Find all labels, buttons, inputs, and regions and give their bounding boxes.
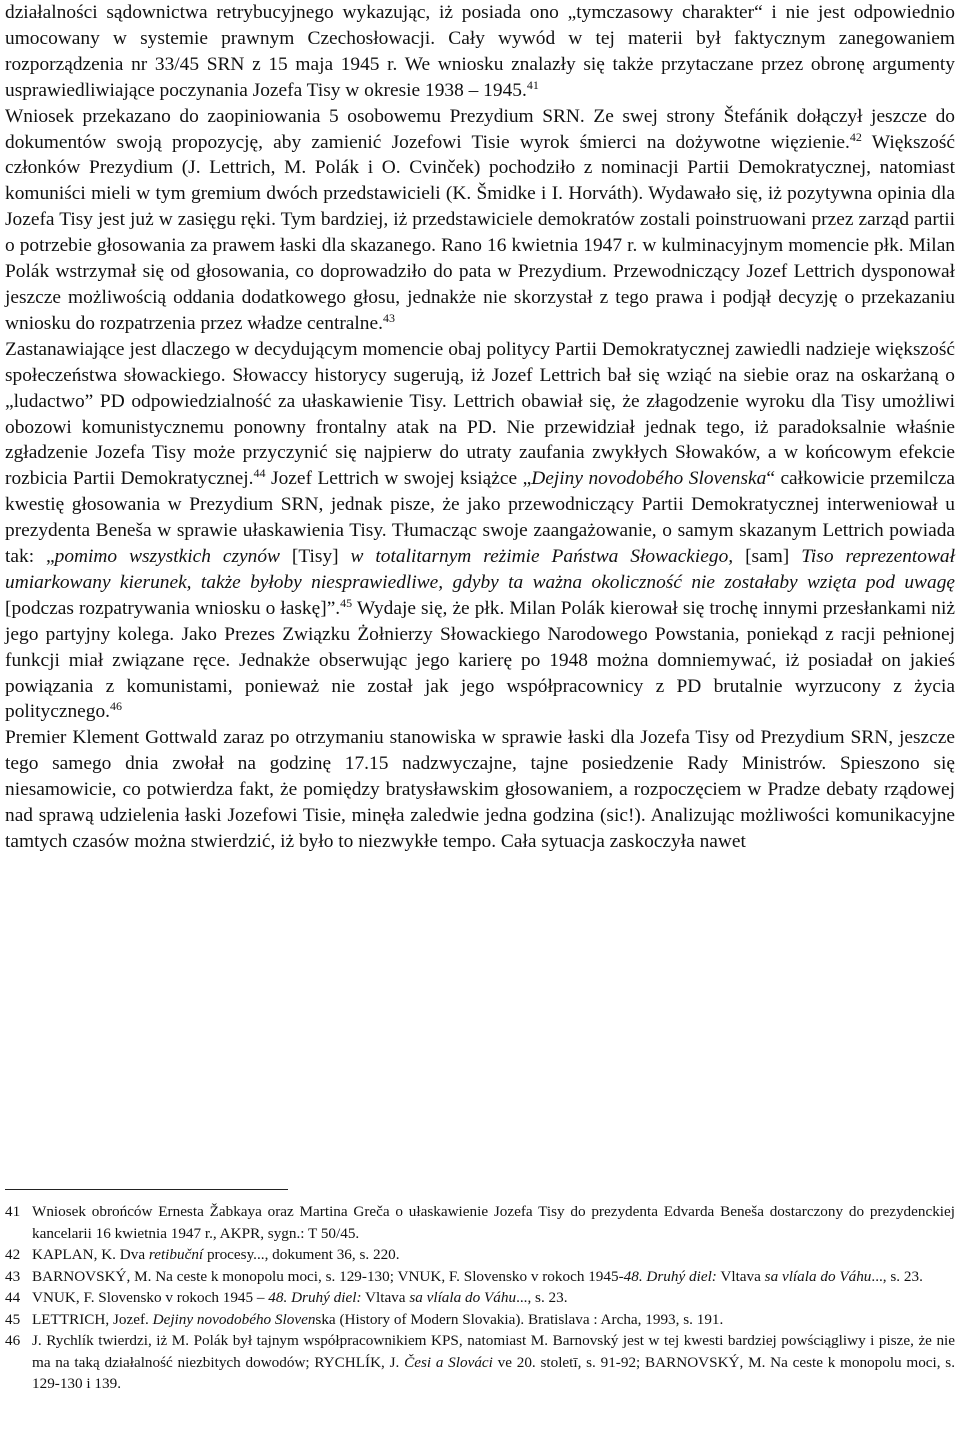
- italic-text: Tiso reprezentował umiarkowany kierunek, także byłoby niesprawiedliwe, gdyby ta ważna okoliczność nie zostałaby wzięta pod uwagę: [5, 546, 955, 593]
- text-run: J. Rychlík twierdzi, iż M. Polák był tajnym współpracownikiem KPS, natomiast M. Barnovský jest w tej kwesti bardziej powściągliwy i pisze, że nie ma na taką działalność niezbitych dowodów; RYCHLÍK, J.: [32, 1332, 955, 1371]
- footnote: [5, 1287, 955, 1309]
- italic-text: sa vlíala do Váhu: [409, 1289, 517, 1306]
- italic-text: retibuční: [148, 1246, 204, 1263]
- footnote-text: [32, 1201, 955, 1244]
- footnote-text: [32, 1330, 955, 1395]
- footnote-number: 42: [5, 1246, 21, 1263]
- footnote: [5, 1330, 955, 1395]
- footnote-number: 41: [5, 1203, 21, 1220]
- italic-text: pomimo wszystkich czynów: [54, 546, 280, 568]
- footnote: [5, 1266, 955, 1288]
- italic-text: Česi a Slováci: [404, 1353, 493, 1371]
- body-text: [5, 0, 955, 855]
- text-run: KAPLAN, K. Dva: [32, 1246, 149, 1263]
- footnote-text: [32, 1309, 955, 1331]
- text-run: [sam]: [733, 546, 802, 568]
- footnote-ref: 43: [382, 310, 395, 325]
- italic-text: Dejiny novodobého Slovenska: [531, 468, 767, 490]
- footnote-text: [32, 1266, 955, 1288]
- footnote-ref: 44: [253, 466, 266, 481]
- text-run: Zastanawiające jest dlaczego w decydującym momencie obaj politycy Partii Demokratycznej zawiedli nadzieje większość społeczeństwa słowackiego. Słowaccy historycy sugerują, iż Jozef Lettrich bał się wziąć na siebie oraz na oskarżaną o „ludactwo” PD odpowiedzialność za ułaskawienie Tisy. Lettrich obawiał się, że złagodzenie wyroku dla Tisy umożliwi obozowi komunistycznemu ponowny frontalny atak na PD. Nie przewidział jednak tego, iż paradoksalnie właśnie zgładzenie Jozefa Tisy może przyczynić się najpierw do utraty zaufania zwykłych Słowaków, a w końcowym efekcie rozbicia Partii Demokratycznej.: [5, 338, 955, 490]
- italic-text: 48. Druhý diel:: [623, 1267, 717, 1285]
- text-run: Wniosek obrońców Ernesta Žabkaya oraz Martina Greča o ułaskawienie Jozefa Tisy do prezydenta Edvarda Beneša dostarczony do prezydenckiej kancelarii 16 kwietnia 1947 r., AKPR, sygn.: T 50/45.: [32, 1203, 955, 1242]
- footnote-ref: 42: [849, 129, 862, 144]
- footnote-number: 45: [5, 1310, 21, 1328]
- text-run: Jozef Lettrich w swojej książce „: [265, 468, 532, 490]
- text-run: działalności sądownictwa retrybucyjnego wykazując, iż posiada ono „tymczasowy charakter“ i nie jest odpowiednio umocowany w systemie prawnym Czechosłowacji. Cały wywód w tej materii był faktycznym zanegowaniem rozporządzenia nr 33/45 SRN z 15 maja 1945 r. We wniosku znalazły się także przytaczane przez obronę argumenty usprawiedliwiające poczynania Jozefa Tisy w okresie 1938 – 1945.: [5, 2, 955, 101]
- italic-text: sa vlíala do Váhu: [764, 1267, 872, 1285]
- italic-text: w totalitarnym reżimie Państwa Słowackiego,: [350, 546, 734, 568]
- text-run: Vltava: [716, 1267, 765, 1285]
- text-run: LETTRICH, Jozef.: [32, 1310, 153, 1328]
- text-run: ska (History of Modern Slovakia). Bratislava : Archa, 1993, s. 191.: [315, 1310, 724, 1328]
- italic-text: 48. Druhý diel:: [268, 1289, 362, 1306]
- paragraph: [5, 337, 955, 726]
- footnote: [5, 1244, 955, 1266]
- footnotes: [5, 1201, 955, 1395]
- text-run: “ całkowicie przemilcza kwestię głosowania w Prezydium SRN, jednak pisze, że jako przewodniczący Partii Demokratycznej interweniował u prezydenta Beneša w sprawie ułaskawienia Tisy. Tłumacząc swoje zaangażowanie, o samym skazanym Lettrich powiada tak: „: [5, 468, 955, 568]
- footnote-text: [32, 1287, 955, 1309]
- footnote-separator: [5, 1189, 288, 1190]
- text-run: Wniosek przekazano do zaopiniowania 5 osobowemu Prezydium SRN. Ze swej strony Štefánik dołączył jeszcze do dokumentów swoją propozycję, aby zamienić Jozefowi Tisie wyrok śmierci na dożywotne więzienie.: [5, 105, 955, 153]
- footnote-number: 46: [5, 1332, 21, 1349]
- text-run: ..., s. 23.: [516, 1289, 568, 1306]
- text-run: Premier Klement Gottwald zaraz po otrzymaniu stanowiska w sprawie łaski dla Jozefa Tisy od Prezydium SRN, jeszcze tego samego dnia zwołał na godzinę 17.15 nadzwyczajne, tajne posiedzenie Rady Ministrów. Spieszono się niesamowicie, co potwierdza fakt, że pomiędzy bratysławskim głosowaniem, a rozpoczęciem w Pradze debaty rządowej nad sprawą udzielenia łaski Jozefowi Tisie, minęła zaledwie jedna godzina (sic!). Analizując możliwości komunikacyjne tamtych czasów można stwierdzić, iż było to niezwykłe tempo. Cała sytuacja zaskoczyła nawet: [5, 727, 955, 852]
- footnote-ref: 46: [110, 699, 123, 714]
- text-run: Wydaje się, że płk. Milan Polák kierował się trochę innymi przesłankami niż jego partyjny kolega. Jako Prezes Związku Żołnierzy Słowackiego Narodowego Powstania, poniekąd z racji pełnionej funkcji miał związane ręce. Jednakże obserwując jego karierę po 1948 można domniemywać, iż posiadał on jakieś powiązania z komunistami, ponieważ nie został jak jego współpracownicy z PD brutalnie wyrzucony z życia politycznego.: [5, 597, 955, 723]
- text-run: [Tisy]: [279, 546, 351, 568]
- paragraph: [5, 104, 955, 337]
- footnote-text: [32, 1244, 955, 1266]
- footnote: [5, 1201, 955, 1244]
- footnote-number: 44: [5, 1289, 21, 1306]
- text-run: Vltava: [361, 1289, 410, 1306]
- document-page: [5, 0, 955, 855]
- footnote-number: 43: [5, 1267, 21, 1285]
- footnote: [5, 1309, 955, 1331]
- text-run: BARNOVSKÝ, M. Na ceste k monopolu moci, s. 129-130; VNUK, F. Slovensko v rokoch 1945-: [32, 1267, 624, 1285]
- paragraph: [5, 0, 955, 104]
- text-run: procesy..., dokument 36, s. 220.: [203, 1246, 400, 1263]
- text-run: Większość członków Prezydium (J. Lettrich, M. Polák i O. Cvinček) pochodziło z nominacji Partii Demokratycznej, natomiast komuniści mieli w tym gremium dwóch przedstawicieli (K. Šmidke i I. Horváth). Wydawało się, iż pozytywna opinia dla Jozefa Tisy jest już w zasięgu ręki. Tym bardziej, iż przedstawiciele demokratów zostali poinstruowani przez zarząd partii o potrzebie głosowania za prawem łaski dla skazanego. Rano 16 kwietnia 1947 r. w kulminacyjnym momencie płk. Milan Polák wstrzymał się od głosowania, co doprowadziło do pata w Prezydium. Przewodniczący Jozef Lettrich dysponował jeszcze możliwością oddania dodatkowego głosu, jednakże nie skorzystał z tego prawa i podjął decyzję o przekazaniu wniosku do rozpatrzenia przez władze centralne.: [5, 131, 956, 334]
- footnote-ref: 45: [340, 595, 353, 610]
- footnote-ref: 41: [526, 77, 539, 92]
- paragraph: [5, 725, 955, 855]
- text-run: [podczas rozpatrywania wniosku o łaskę]”.: [5, 597, 341, 619]
- text-run: ..., s. 23.: [871, 1267, 923, 1285]
- text-run: VNUK, F. Slovensko v rokoch 1945 –: [32, 1289, 269, 1306]
- text-run: ve 20. stoletī, s. 91-92; BARNOVSKÝ, M. Na ceste k monopolu moci, s. 129-130 i 139.: [32, 1353, 956, 1392]
- italic-text: Dejiny novodobého Sloven: [152, 1310, 316, 1328]
